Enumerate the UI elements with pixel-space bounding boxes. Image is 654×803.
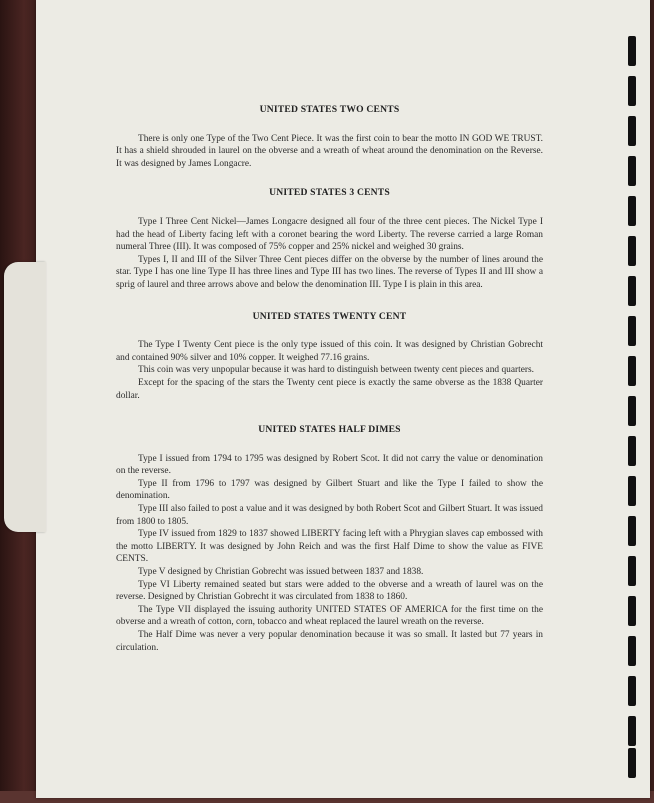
binder-hole [628, 636, 636, 666]
binder-hole [628, 716, 636, 746]
paragraph: Type V designed by Christian Gobrecht was issued between 1837 and 1838. [138, 567, 424, 578]
paragraph: Type I Three Cent Nickel—James Longacre designed all four of the three cent pieces. The Nickel Type I had the head of Liberty facing left with a coronet bearing the word Liberty. The reverse carried a large Roman numeral Three (III). It was composed of 75% copper and 25% nickel and weighed 30 grains. [116, 216, 543, 253]
binder-hole [628, 116, 636, 146]
paragraph: Type II from 1796 to 1797 was designed by Gilbert Stuart and like the Type I failed to show the denomination. [116, 478, 543, 502]
section-two-cents [116, 104, 543, 170]
section-half-dimes [116, 424, 543, 654]
binder-hole [628, 36, 636, 66]
paragraph: The Type VII displayed the issuing authority UNITED STATES OF AMERICA for the first time on the obverse and a wreath of cotton, corn, tobacco and wheat replaced the laurel wreath on the reverse. [116, 604, 543, 628]
paragraph: The Half Dime was never a very popular denomination because it was so small. It lasted but 77 years in circulation. [116, 630, 543, 653]
binder-hole [628, 556, 636, 586]
binder-hole [628, 356, 636, 386]
document-content [116, 104, 543, 654]
paragraph: The Type I Twenty Cent piece is the only type issued of this coin. It was designed by Christian Gobrecht and contained 90% silver and 10% copper. It weighed 77.16 grains. [116, 340, 543, 363]
section-three-cents [116, 187, 543, 291]
paragraph: Types I, II and III of the Silver Three Cent pieces differ on the obverse by the number of lines around the star. Type I has one line Type II has three lines and Type III has two lines. The reverse of Types II and III show a sprig of laurel and three arrows above and below the denomination III. Type I is plain in this area. [116, 254, 543, 290]
section-twenty-cent [116, 311, 543, 403]
binder-hole [628, 396, 636, 426]
paragraph: Type III also failed to post a value and it was designed by both Robert Scot and Gilbert Stuart. It was issued from 1800 to 1805. [116, 504, 543, 527]
paragraph: This coin was very unpopular because it was hard to distinguish between twenty cent pieces and quarters. [138, 365, 534, 376]
binder-hole [628, 236, 636, 266]
binder-hole [628, 196, 636, 226]
binder-holes [626, 0, 642, 790]
paragraph: Type IV issued from 1829 to 1837 showed LIBERTY facing left with a Phrygian slaves cap embossed with the motto LIBERTY. It was designed by John Reich and was the first Half Dime to show the value as FIVE CENTS. [116, 529, 543, 565]
binder-hole [628, 476, 636, 506]
binder-hole [628, 596, 636, 626]
paragraph: Except for the spacing of the stars the Twenty cent piece is exactly the same obverse as the 1838 Quarter dollar. [116, 377, 543, 401]
page-divider-tab [4, 262, 46, 532]
paragraph: Type I issued from 1794 to 1795 was designed by Robert Scot. It did not carry the value or denomination on the reverse. [116, 453, 543, 477]
binder-hole [628, 76, 636, 106]
section-heading: UNITED STATES HALF DIMES [258, 424, 401, 436]
binder-hole [628, 156, 636, 186]
binder-hole [628, 676, 636, 706]
section-heading: UNITED STATES TWO CENTS [259, 104, 400, 115]
binder-hole [628, 516, 636, 546]
binder-hole [628, 316, 636, 346]
paragraph: Type VI Liberty remained seated but stars were added to the obverse and a wreath of laurel was on the reverse. Designed by Christian Gobrecht it was circulated from 1838 to 1860. [116, 579, 543, 603]
binder-hole [628, 276, 636, 306]
section-heading: UNITED STATES TWENTY CENT [252, 310, 407, 322]
paragraph: There is only one Type of the Two Cent Piece. It was the first coin to bear the motto IN GOD WE TRUST. It has a shield shrouded in laurel on the obverse and a wreath of wheat around the denomination on the Reverse. It was designed by James Longacre. [116, 133, 543, 169]
binder-hole [628, 436, 636, 466]
section-heading: UNITED STATES 3 CENTS [269, 187, 390, 199]
binder-hole [628, 748, 636, 778]
